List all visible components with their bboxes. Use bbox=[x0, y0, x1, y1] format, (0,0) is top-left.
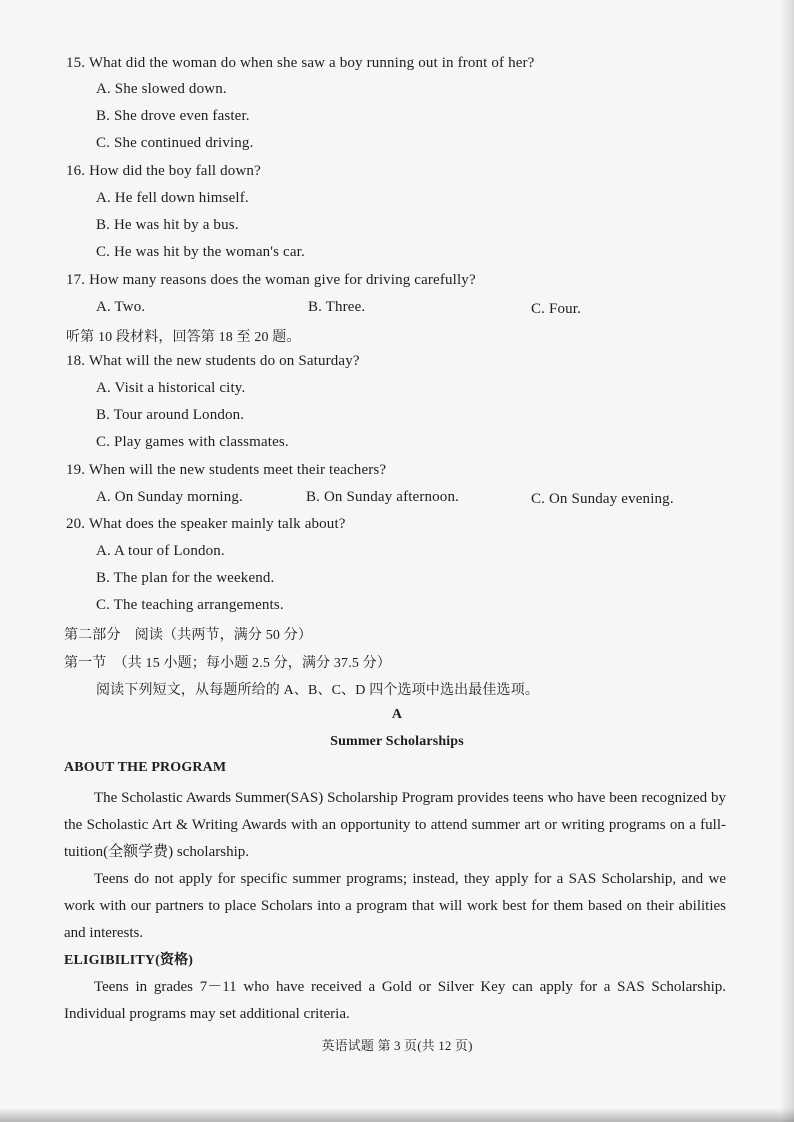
listening-instruction: 听第 10 段材料，回答第 18 至 20 题。 bbox=[66, 330, 301, 345]
about-program-heading: ABOUT THE PROGRAM bbox=[64, 760, 227, 775]
question-15-option-a: A. She slowed down. bbox=[96, 81, 227, 97]
question-19-option-a: A. On Sunday morning. bbox=[96, 489, 243, 505]
question-16-stem: 16. How did the boy fall down? bbox=[66, 163, 261, 179]
passage-letter: A bbox=[391, 707, 403, 722]
question-17-stem: 17. How many reasons does the woman give for driving carefully? bbox=[66, 272, 476, 288]
question-18-stem: 18. What will the new students do on Saturday? bbox=[66, 353, 360, 369]
reading-instruction: 阅读下列短文，从每题所给的 A、B、C、D 四个选项中选出最佳选项。 bbox=[96, 683, 539, 698]
about-paragraph-2: Teens do not apply for specific summer programs; instead, they apply for a SAS Scholarship, and we work with our partners to place Scholars into a program that will work best for them based on their abilities and interests. bbox=[64, 871, 726, 941]
part-two-heading: 第二部分 阅读（共两节，满分 50 分） bbox=[64, 628, 312, 643]
about-paragraph-1: The Scholastic Awards Summer(SAS) Scholarship Program provides teens who have been recognized by the Scholastic Art & Writing Awards with an opportunity to attend summer art or writing programs on a full-tuition(全额学费) scholarship. bbox=[64, 790, 726, 860]
question-16-option-c: C. He was hit by the woman's car. bbox=[96, 244, 305, 260]
question-20-option-c: C. The teaching arrangements. bbox=[96, 597, 284, 613]
question-19-stem: 19. When will the new students meet their teachers? bbox=[66, 462, 387, 478]
section-one-heading: 第一节 （共 15 小题；每小题 2.5 分，满分 37.5 分） bbox=[64, 656, 391, 671]
question-18-option-a: A. Visit a historical city. bbox=[96, 380, 246, 396]
question-19-option-b: B. On Sunday afternoon. bbox=[306, 489, 460, 505]
scan-edge-shadow-bottom bbox=[0, 1108, 794, 1122]
page-footer: 英语试题 第 3 页(共 12 页) bbox=[321, 1038, 473, 1053]
question-15-stem: 15. What did the woman do when she saw a boy running out in front of her? bbox=[66, 55, 535, 71]
question-15-option-c: C. She continued driving. bbox=[96, 135, 254, 151]
question-18-option-c: C. Play games with classmates. bbox=[96, 434, 289, 450]
question-17-option-c: C. Four. bbox=[531, 301, 581, 317]
scan-edge-shadow-right bbox=[780, 0, 794, 1122]
question-18-option-b: B. Tour around London. bbox=[96, 407, 245, 423]
question-20-stem: 20. What does the speaker mainly talk about? bbox=[66, 516, 346, 532]
question-17-option-b: B. Three. bbox=[308, 299, 366, 315]
question-15-option-b: B. She drove even faster. bbox=[96, 108, 250, 124]
eligibility-heading: ELIGIBILITY(资格) bbox=[64, 953, 194, 968]
question-16-option-b: B. He was hit by a bus. bbox=[96, 217, 239, 233]
question-20-option-a: A. A tour of London. bbox=[96, 543, 225, 559]
question-19-option-c: C. On Sunday evening. bbox=[531, 491, 674, 507]
question-17-option-a: A. Two. bbox=[96, 299, 146, 315]
question-16-option-a: A. He fell down himself. bbox=[96, 190, 249, 206]
passage-title: Summer Scholarships bbox=[330, 734, 464, 749]
eligibility-paragraph-1: Teens in grades 7－11 who have received a Gold or Silver Key can apply for a SAS Scholarship. Individual programs may set additional criteria. bbox=[64, 979, 726, 1022]
question-20-option-b: B. The plan for the weekend. bbox=[96, 570, 275, 586]
